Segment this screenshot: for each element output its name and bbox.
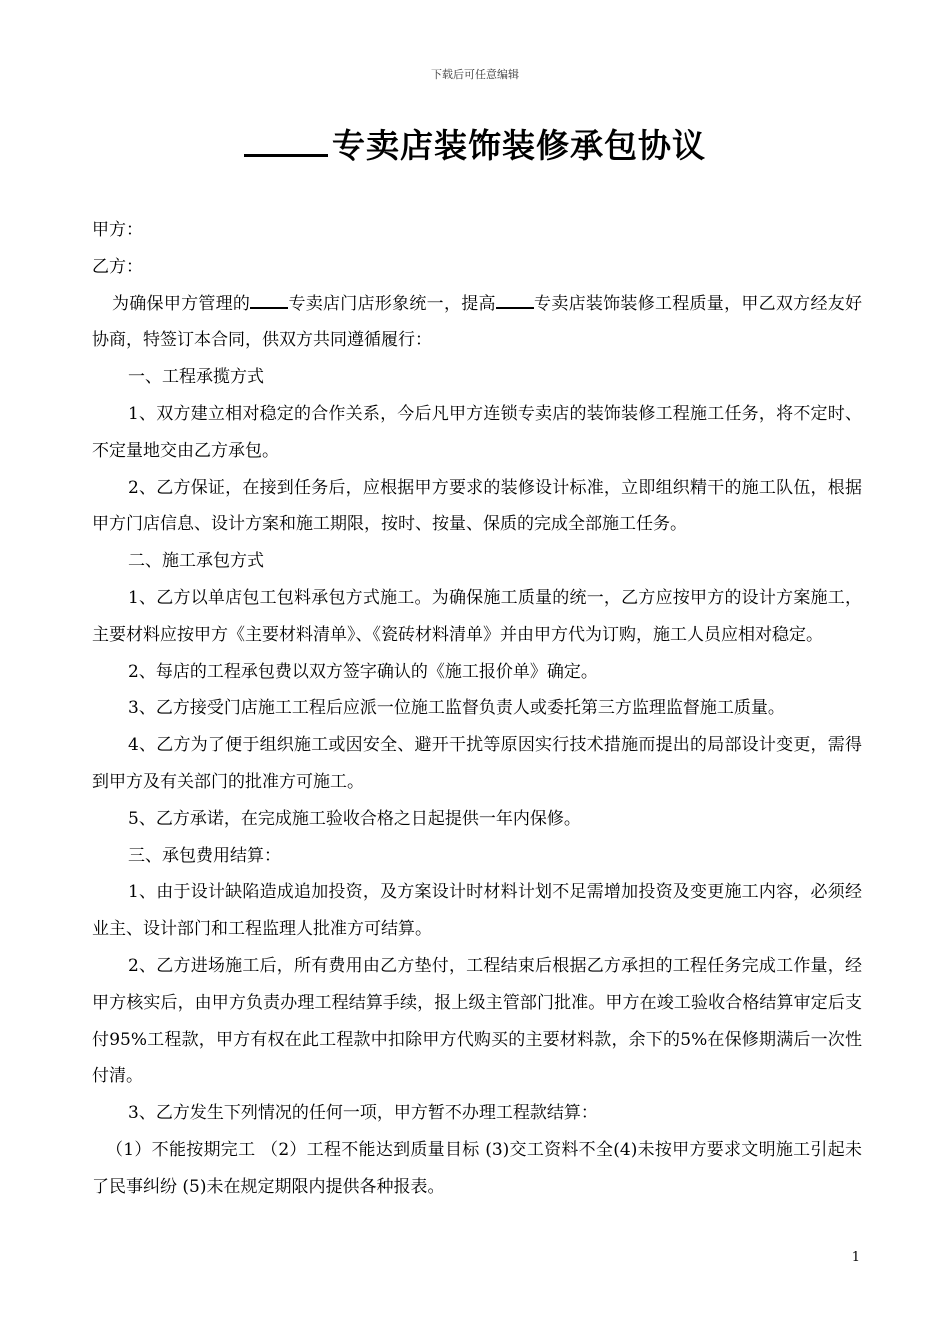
section-2-paragraph-3: 3、乙方接受门店施工工程后应派一位施工监督负责人或委托第三方监理监督施工质量。	[128, 698, 785, 719]
section-heading-1: 一、工程承揽方式	[128, 367, 264, 388]
title-blank-line	[244, 126, 328, 157]
page-number: 1	[851, 1250, 860, 1265]
section-1-paragraph-2: 2、乙方保证，在接到任务后，应根据甲方要求的装修设计标准，立即组织精干的施工队伍，根据甲方门店信息、设计方案和施工期限，按时、按量、保质的完成全部施工任务。	[92, 477, 862, 535]
intro-text-3: 专卖店装饰装修工程质量，甲乙双方经友好协商，特签订本合同，供双方共同遵循履行：	[92, 293, 863, 351]
header-note: 下载后可任意编辑	[431, 68, 519, 81]
section-2-paragraph-5: 5、乙方承诺，在完成施工验收合格之日起提供一年内保修。	[128, 808, 581, 829]
party-b-line: 乙方：	[92, 256, 143, 277]
section-3-paragraph-3: 3、乙方发生下列情况的任何一项，甲方暂不办理工程款结算：	[128, 1103, 598, 1124]
section-heading-3: 三、承包费用结算：	[128, 845, 281, 866]
section-3-paragraph-1: 1、由于设计缺陷造成追加投资，及方案设计时材料计划不足需增加投资及变更施工内容，必须经业主、设计部门和工程监理人批准方可结算。	[92, 882, 862, 940]
intro-paragraph	[92, 286, 862, 360]
intro-blank-1	[250, 290, 288, 309]
section-2-paragraph-2: 2、每店的工程承包费以双方签字确认的《施工报价单》确定。	[128, 661, 598, 682]
section-1-paragraph-1: 1、双方建立相对稳定的合作关系，今后凡甲方连锁专卖店的装饰装修工程施工任务，将不定时、不定量地交由乙方承包。	[92, 403, 862, 461]
section-3-list-item: （1）不能按期完工 （2）工程不能达到质量目标 (3)交工资料不全(4)未按甲方要求文明施工引起未了民事纠纷 (5)未在规定期限内提供各种报表。	[92, 1139, 862, 1197]
section-heading-2: 二、施工承包方式	[128, 551, 264, 572]
page-title	[0, 120, 950, 167]
section-2-paragraph-4: 4、乙方为了便于组织施工或因安全、避开干扰等原因实行技术措施而提出的局部设计变更，需得到甲方及有关部门的批准方可施工。	[92, 735, 862, 792]
intro-blank-2	[496, 290, 534, 309]
document-body	[92, 212, 862, 1206]
intro-text-1: 为确保甲方管理的	[112, 293, 251, 314]
title-text: 专卖店装饰装修承包协议	[332, 126, 706, 165]
section-3-paragraph-2: 2、乙方进场施工后，所有费用由乙方垫付，工程结束后根据乙方承担的工程任务完成工作量，经甲方核实后，由甲方负责办理工程结算手续，报上级主管部门批准。甲方在竣工验收合格结算审定后支付95%工程款，甲方有权在此工程款中扣除甲方代购买的主要材料款，余下的5%在保修期满后一次性付清。	[92, 955, 862, 1087]
party-a-line: 甲方：	[92, 220, 143, 240]
intro-text-2: 专卖店门店形象统一，提高	[288, 293, 496, 314]
section-2-paragraph-1: 1、乙方以单店包工包料承包方式施工。为确保施工质量的统一，乙方应按甲方的设计方案施工，主要材料应按甲方《主要材料清单》、《瓷砖材料清单》并由甲方代为订购，施工人员应相对稳定。	[92, 587, 862, 645]
